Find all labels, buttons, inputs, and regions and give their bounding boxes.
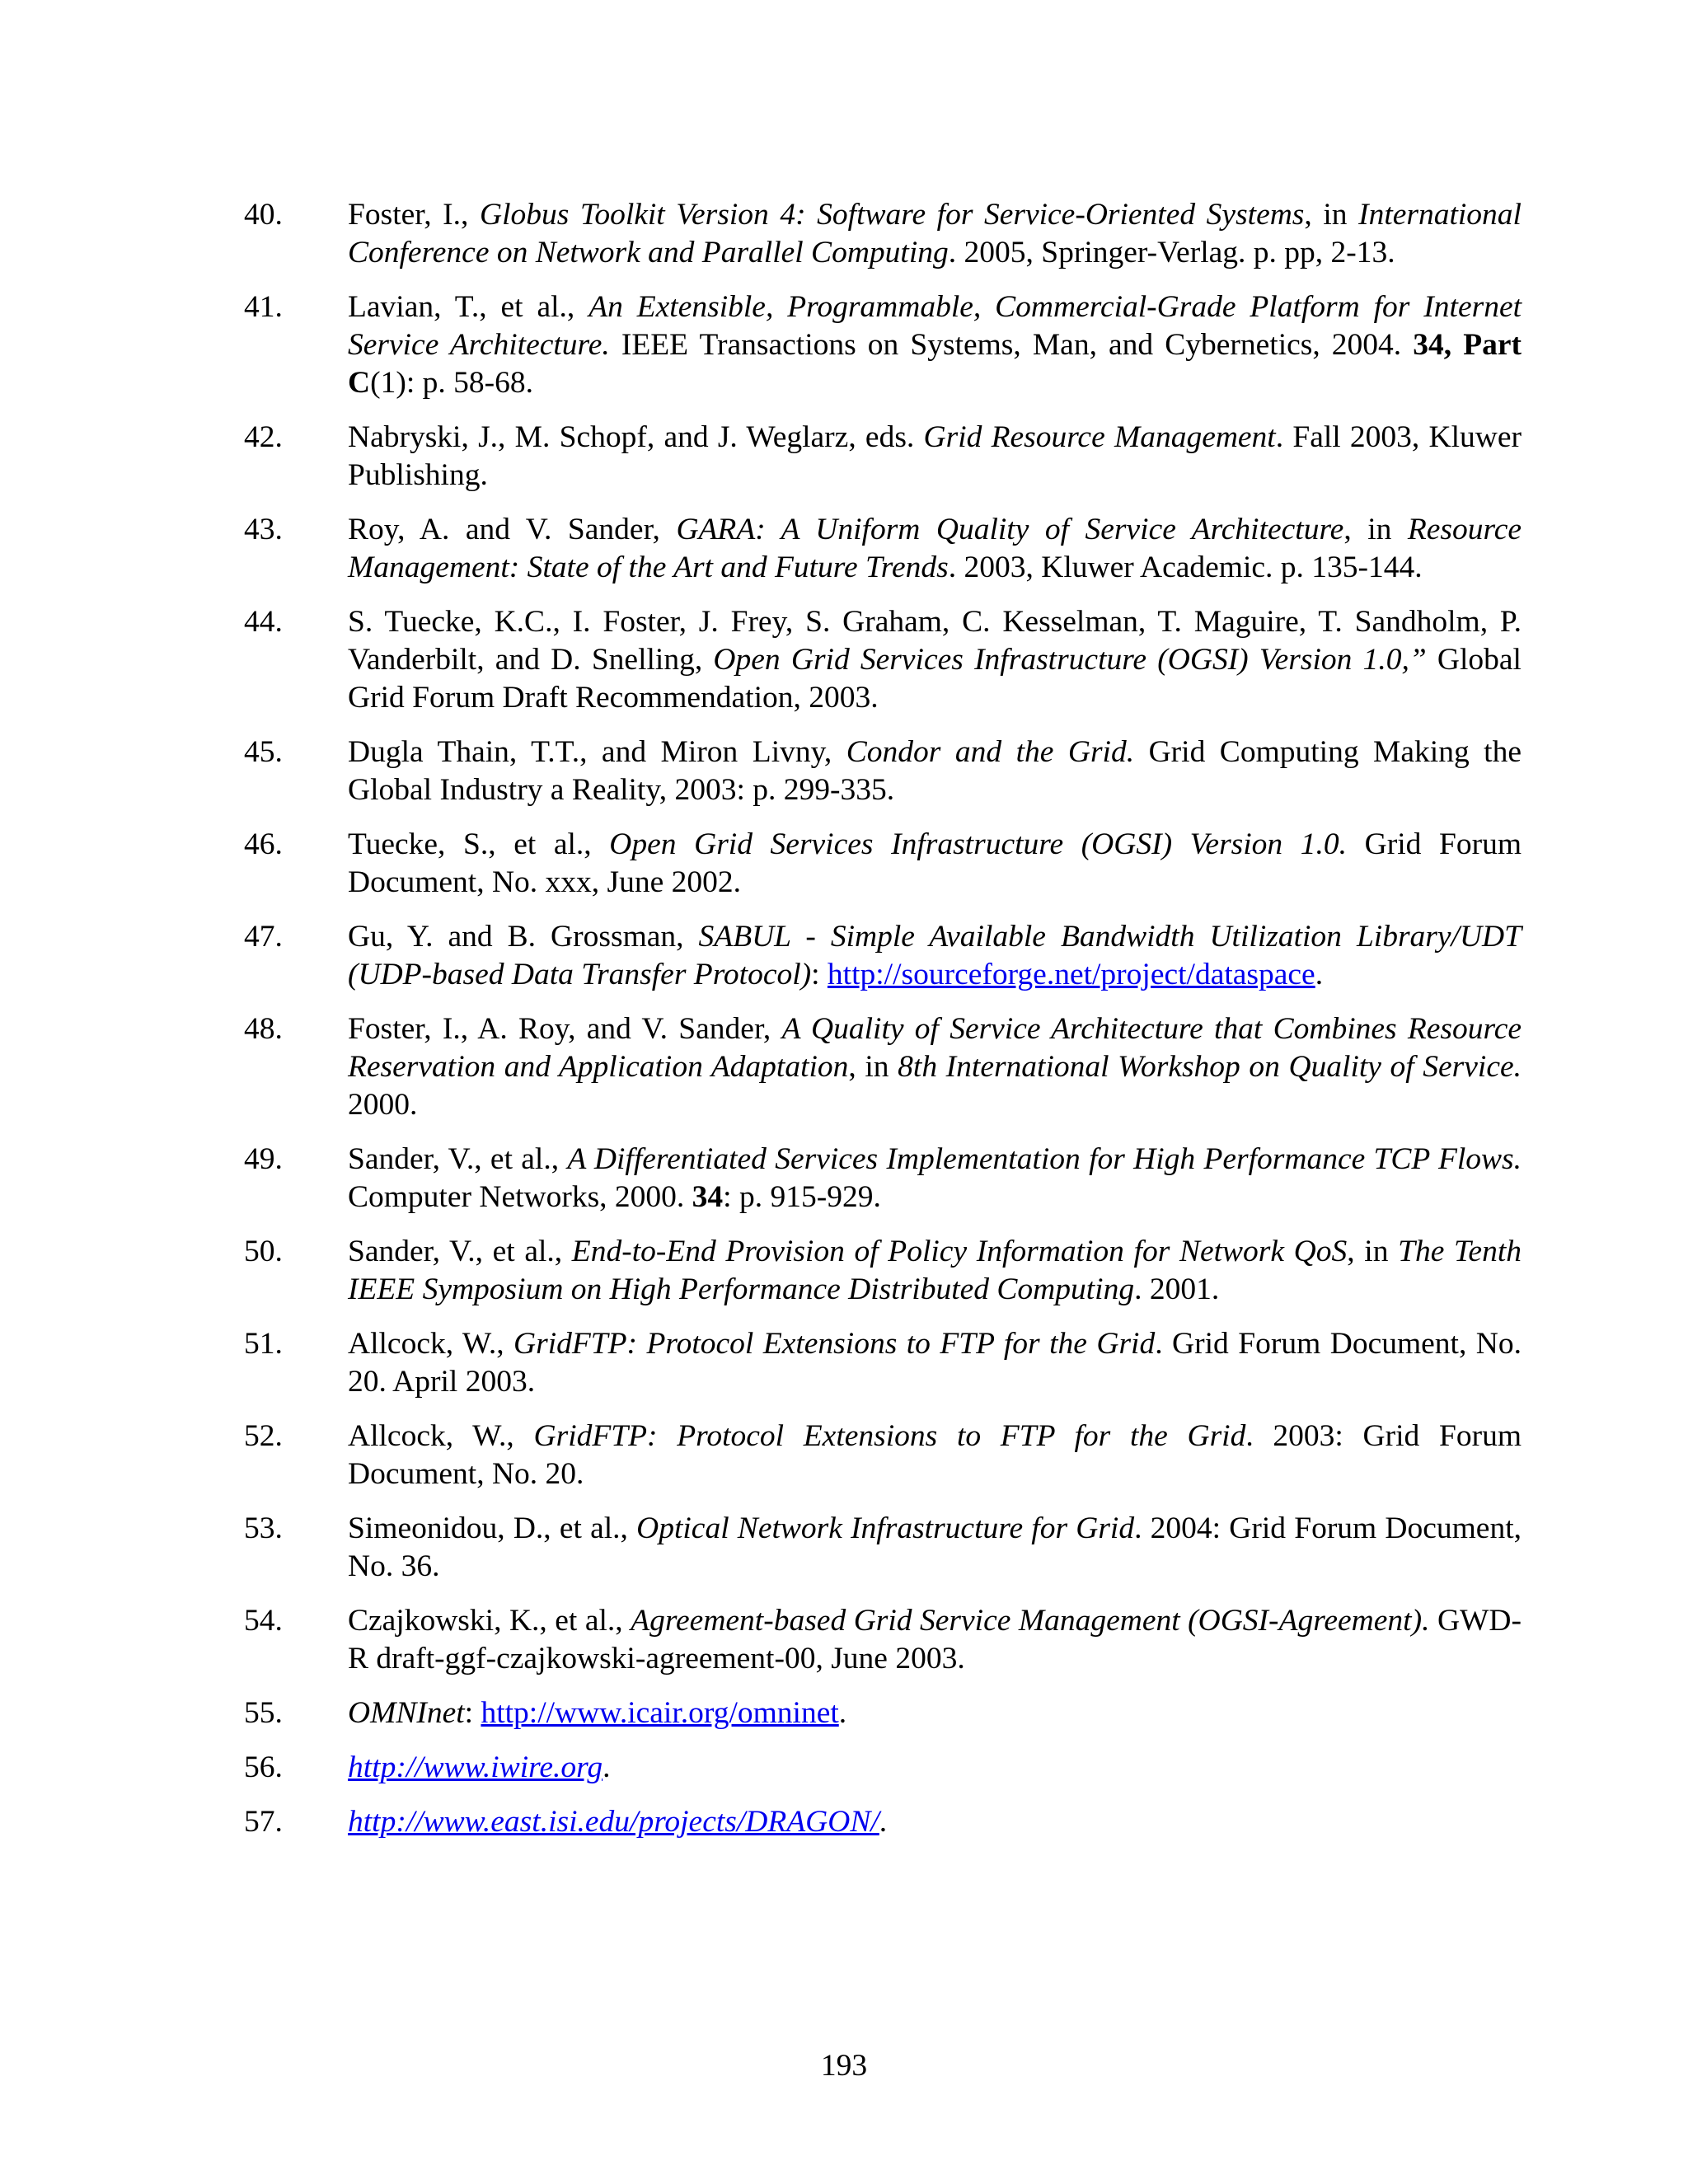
reference-segment: , in [1343,513,1408,546]
reference-segment: Sander, V., et al., [348,1235,572,1268]
reference-link[interactable]: http://www.icair.org/omninet [481,1696,839,1730]
reference-text [348,1510,1522,1586]
reference-text [348,733,1522,809]
reference-item [244,288,1522,402]
reference-segment: Czajkowski, K., et al., [348,1604,631,1638]
reference-number: 44. [244,605,283,639]
reference-title: Optical Network Infrastructure for Grid [636,1511,1135,1545]
reference-number: 57. [244,1805,283,1839]
reference-segment: Dugla Thain, T.T., and Miron Livny, [348,735,846,769]
reference-segment: . [603,1750,611,1784]
reference-segment: IEEE Transactions on Systems, Man, and Cybernetics, 2004. [609,328,1414,362]
reference-segment: Grid Computing Making the Global Industry a Reality, 2003: p. 299-335. [348,735,1522,807]
reference-number: 48. [244,1012,283,1046]
reference-segment: Tuecke, S., et al., [348,827,610,861]
reference-segment: 2000. [348,1088,418,1122]
reference-title: Open Grid Services Infrastructure (OGSI) Version 1.0. [609,827,1348,861]
reference-number: 55. [244,1696,283,1730]
reference-title: The Tenth IEEE Symposium on High Performance Distributed Computing [348,1235,1522,1306]
reference-text [348,1694,1522,1732]
reference-segment: . [838,1696,847,1730]
reference-segment: Lavian, T., et al., [348,290,589,324]
reference-list [244,196,1522,1858]
reference-item [244,733,1522,809]
reference-segment: , in [1347,1235,1399,1268]
reference-segment: Computer Networks, 2000. [348,1180,692,1214]
reference-title: Open Grid Services Infrastructure (OGSI) Version 1.0,” [713,643,1427,677]
reference-item [244,918,1522,994]
reference-segment: Simeonidou, D., et al., [348,1511,637,1545]
reference-segment: . 2005, Springer-Verlag. p. pp, 2-13. [948,236,1395,269]
reference-title: 8th International Workshop on Quality of Service. [898,1050,1522,1084]
reference-link[interactable]: http://www.iwire.org [348,1750,603,1784]
reference-segment: Allcock, W., [348,1327,514,1361]
reference-segment: . 2001. [1134,1272,1220,1306]
reference-number: 50. [244,1235,283,1268]
reference-text [348,1233,1522,1309]
reference-title: SABUL - Simple Available Bandwidth Utilization Library/UDT (UDP-based Data Transfer Protocol) [348,920,1522,991]
reference-item [244,1418,1522,1493]
reference-title: Condor and the Grid. [846,735,1135,769]
reference-segment: Nabryski, J., M. Schopf, and J. Weglarz, eds. [348,420,924,454]
reference-item [244,1510,1522,1586]
reference-volume: 34, Part C [348,328,1522,400]
reference-item [244,1010,1522,1124]
reference-link[interactable]: http://sourceforge.net/project/dataspace [827,958,1315,991]
reference-item [244,419,1522,494]
reference-text [348,1010,1522,1124]
reference-text [348,826,1522,902]
reference-item [244,1325,1522,1401]
reference-segment: Gu, Y. and B. Grossman, [348,920,699,954]
reference-segment: GWD-R draft-ggf-czajkowski-agreement-00, June 2003. [348,1604,1522,1675]
reference-item [244,1749,1522,1787]
reference-text [348,1749,1522,1787]
reference-text [348,419,1522,494]
reference-title: End-to-End Provision of Policy Information for Network QoS [571,1235,1348,1268]
reference-segment: . 2003: Grid Forum Document, No. 20. [348,1419,1522,1491]
reference-segment: : p. 915-929. [723,1180,881,1214]
reference-number: 49. [244,1142,283,1176]
reference-segment: . 2004: Grid Forum Document, No. 36. [348,1511,1522,1583]
reference-text [348,1141,1522,1216]
reference-segment: Global Grid Forum Draft Recommendation, 2003. [348,643,1522,715]
reference-number: 56. [244,1750,283,1784]
reference-title: Globus Toolkit Version 4: Software for Service-Oriented Systems [480,198,1305,232]
reference-segment: . Fall 2003, Kluwer Publishing. [348,420,1522,492]
reference-text [348,1803,1522,1841]
reference-item [244,603,1522,717]
reference-number: 47. [244,920,283,954]
reference-item [244,1233,1522,1309]
reference-title: International Conference on Network and Parallel Computing [348,198,1522,269]
reference-number: 54. [244,1604,283,1638]
reference-segment: : [811,958,828,991]
reference-text [348,196,1522,272]
reference-number: 41. [244,290,283,324]
reference-segment: Sander, V., et al., [348,1142,568,1176]
reference-link[interactable]: http://www.east.isi.edu/projects/DRAGON/ [348,1805,879,1839]
reference-segment: S. Tuecke, K.C., I. Foster, J. Frey, S. Graham, C. Kesselman, T. Maguire, T. Sandholm, P. Vanderbilt, and D. Snelling, [348,605,1522,677]
reference-text [348,918,1522,994]
reference-text [348,1418,1522,1493]
reference-segment: . 2003, Kluwer Academic. p. 135-144. [948,551,1423,584]
reference-segment: Foster, I., A. Roy, and V. Sander, [348,1012,782,1046]
reference-segment: , in [848,1050,898,1084]
reference-segment: . [879,1805,888,1839]
reference-segment: , in [1304,198,1359,232]
reference-title: Grid Resource Management [923,420,1276,454]
reference-segment: Foster, I., [348,198,480,232]
reference-item [244,511,1522,587]
reference-number: 40. [244,198,283,232]
reference-volume: 34 [692,1180,724,1214]
reference-item [244,196,1522,272]
reference-text [348,511,1522,587]
reference-text [348,1602,1522,1678]
reference-item [244,826,1522,902]
reference-item [244,1803,1522,1841]
page-number: 193 [820,2049,868,2083]
reference-segment: . Grid Forum Document, No. 20. April 2003. [348,1327,1522,1399]
reference-number: 42. [244,420,283,454]
reference-title: A Quality of Service Architecture that Combines Resource Reservation and Application Adaptation [348,1012,1522,1084]
reference-number: 52. [244,1419,283,1453]
reference-segment: . [1315,958,1324,991]
reference-number: 51. [244,1327,283,1361]
reference-title: GARA: A Uniform Quality of Service Architecture [676,513,1344,546]
reference-segment: Allcock, W., [348,1419,534,1453]
reference-item [244,1602,1522,1678]
reference-title: An Extensible, Programmable, Commercial-Grade Platform for Internet Service Architecture. [348,290,1522,362]
reference-title: A Differentiated Services Implementation for High Performance TCP Flows. [567,1142,1522,1176]
reference-text [348,288,1522,402]
reference-segment: (1): p. 58-68. [370,366,533,400]
reference-title: Resource Management: State of the Art and Future Trends [348,513,1522,584]
reference-number: 53. [244,1511,283,1545]
reference-item [244,1141,1522,1216]
reference-title: GridFTP: Protocol Extensions to FTP for the Grid [513,1327,1156,1361]
reference-number: 45. [244,735,283,769]
reference-title: GridFTP: Protocol Extensions to FTP for the Grid [533,1419,1246,1453]
reference-text [348,603,1522,717]
reference-segment: Roy, A. and V. Sander, [348,513,677,546]
reference-title: Agreement-based Grid Service Management (OGSI-Agreement). [631,1604,1430,1638]
reference-text [348,1325,1522,1401]
reference-number: 43. [244,513,283,546]
reference-segment: Grid Forum Document, No. xxx, June 2002. [348,827,1522,899]
reference-number: 46. [244,827,283,861]
reference-segment: : [464,1696,481,1730]
reference-item [244,1694,1522,1732]
reference-title: OMNInet [348,1696,465,1730]
